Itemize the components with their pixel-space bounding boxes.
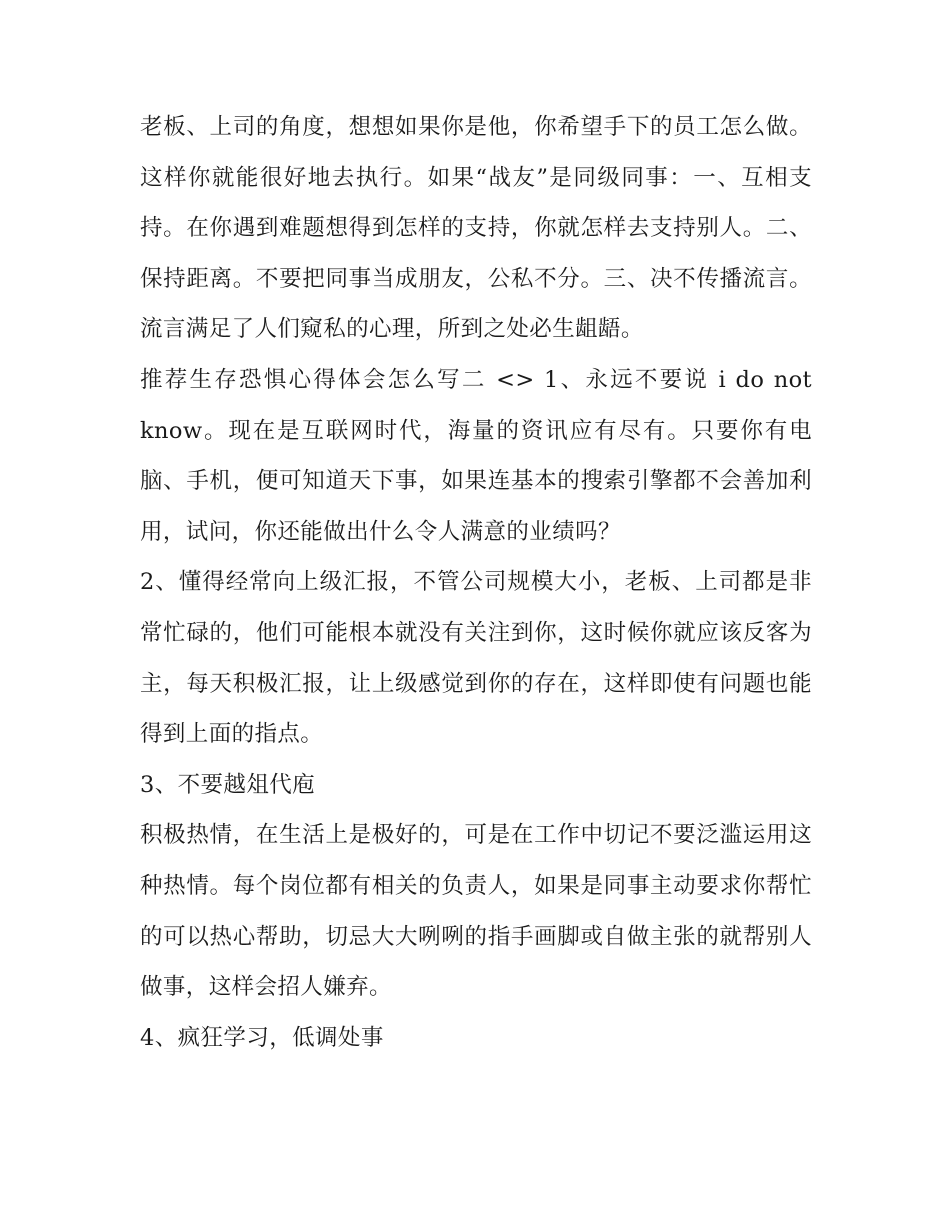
heading-study-hard: 4、疯狂学习，低调处事 [140, 1024, 384, 1051]
paragraph-workplace-relations: 老板、上司的角度，想想如果你是他，你希望手下的员工怎么做。这样你就能很好地去执行。如果“战友”是同级同事：一、互相支持。在你遇到难题想得到怎样的支持，你就怎样去支持别人。二、保持距离。不要把同事当成朋友，公私不分。三、决不传播流言。流言满足了人们窥私的心理，所到之处必生龃龉。 [140, 114, 812, 343]
paragraph-report-to-superiors: 2、懂得经常向上级汇报，不管公司规模大小，老板、上司都是非常忙碌的，他们可能根本就没有关注到你，这时候你就应该反客为主，每天积极汇报，让上级感觉到你的存在，这样即使有问题也能得到上面的指点。 [140, 569, 812, 748]
paragraph-never-say-dont-know: 推荐生存恐惧心得体会怎么写二 <> 1、永远不要说 i do not know。现在是互联网时代，海量的资讯应有尽有。只要你有电脑、手机，便可知道天下事，如果连基本的搜索引擎都不会善加利用，试问，你还能做出什么令人满意的业绩吗？ [140, 366, 812, 545]
heading-dont-overstep: 3、不要越俎代庖 [140, 771, 316, 798]
document-page [140, 102, 812, 1063]
paragraph-enthusiasm: 积极热情，在生活上是极好的，可是在工作中切记不要泛滥运用这种热情。每个岗位都有相关的负责人，如果是同事主动要求你帮忙的可以热心帮助，切忌大大咧咧的指手画脚或自做主张的就帮别人做事，这样会招人嫌弃。 [140, 822, 812, 1001]
